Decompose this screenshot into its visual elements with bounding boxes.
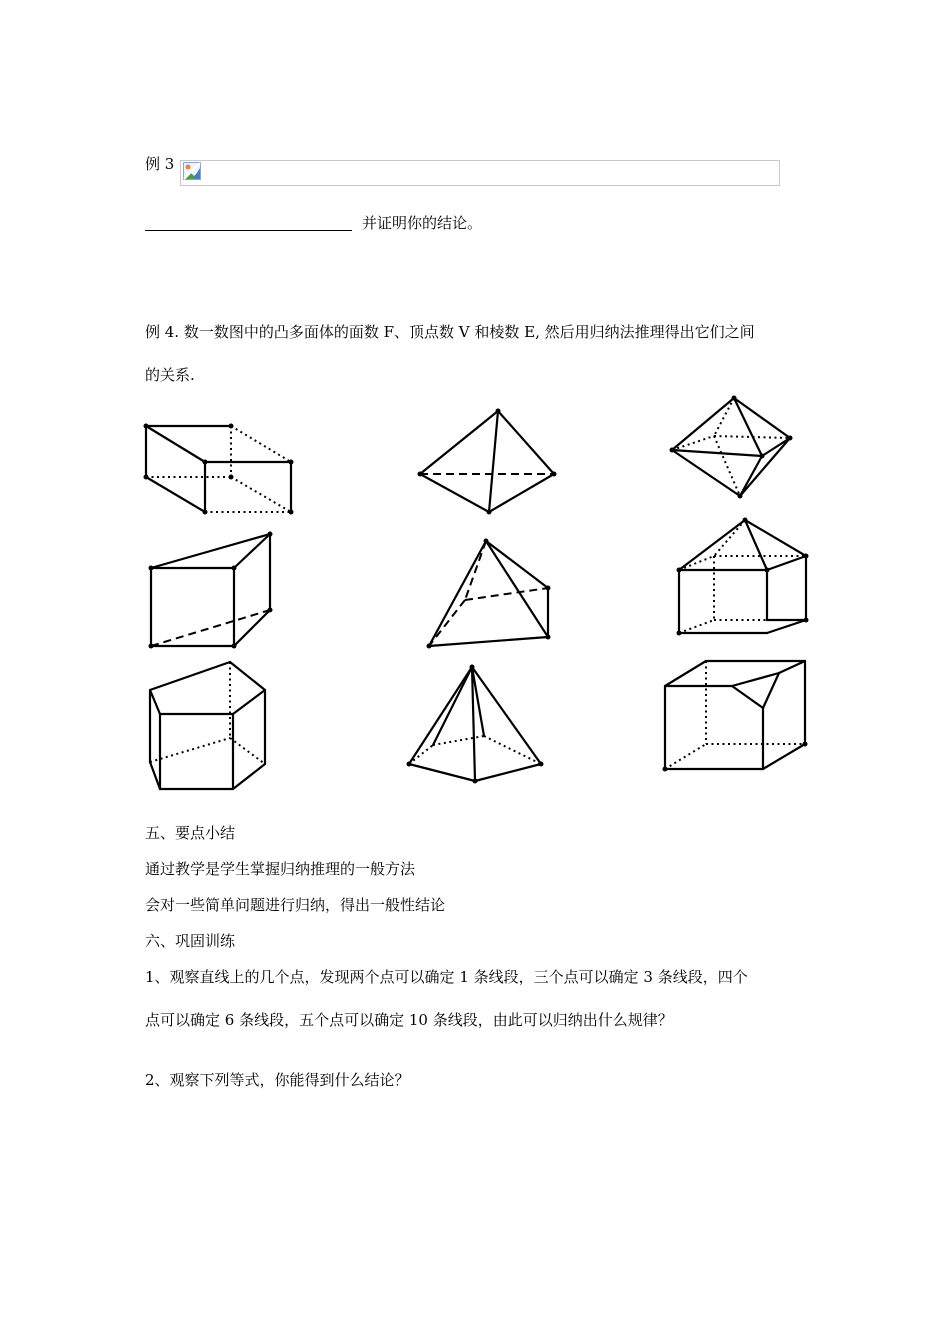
figure-tetrahedron xyxy=(427,539,551,649)
figure-octahedron xyxy=(670,396,793,499)
exercise2-line: 2、观察下列等式，你能得到什么结论？ xyxy=(145,1071,410,1089)
section6-heading: 六、巩固训练 xyxy=(145,932,236,950)
figure-truncated-cube xyxy=(663,661,808,772)
figure-cuboid xyxy=(144,424,294,515)
example4-line-1: 例 4. 数一数图中的凸多面体的面数 F、顶点数 V 和棱数 E, 然后用归纳法推理得出它们之间 xyxy=(145,323,755,341)
example3-label: 例 3 xyxy=(145,155,175,173)
section5-item-1: 通过教学是学生掌握归纳推理的一般方法 xyxy=(145,860,416,878)
figure-pentagonal-prism xyxy=(150,662,265,789)
exercise1-line-1: 1、观察直线上的几个点，发现两个点可以确定 1 条线段，三个点可以确定 3 条线段，四个 xyxy=(145,968,748,986)
figure-roofed-prism xyxy=(677,518,809,636)
exercise1-line-2: 点可以确定 6 条线段，五个点可以确定 10 条线段，由此可以归纳出什么规律？ xyxy=(145,1011,673,1029)
figure-pentagonal-pyramid xyxy=(407,665,544,784)
example3-tail-text: 并证明你的结论。 xyxy=(362,214,483,232)
section5-item-2: 会对一些简单问题进行归纳，得出一般性结论 xyxy=(145,896,446,914)
figure-triangular-prism xyxy=(149,532,273,649)
section5-heading: 五、要点小结 xyxy=(145,824,236,842)
example4-line-2: 的关系. xyxy=(145,366,195,384)
figure-square-pyramid xyxy=(418,409,557,515)
